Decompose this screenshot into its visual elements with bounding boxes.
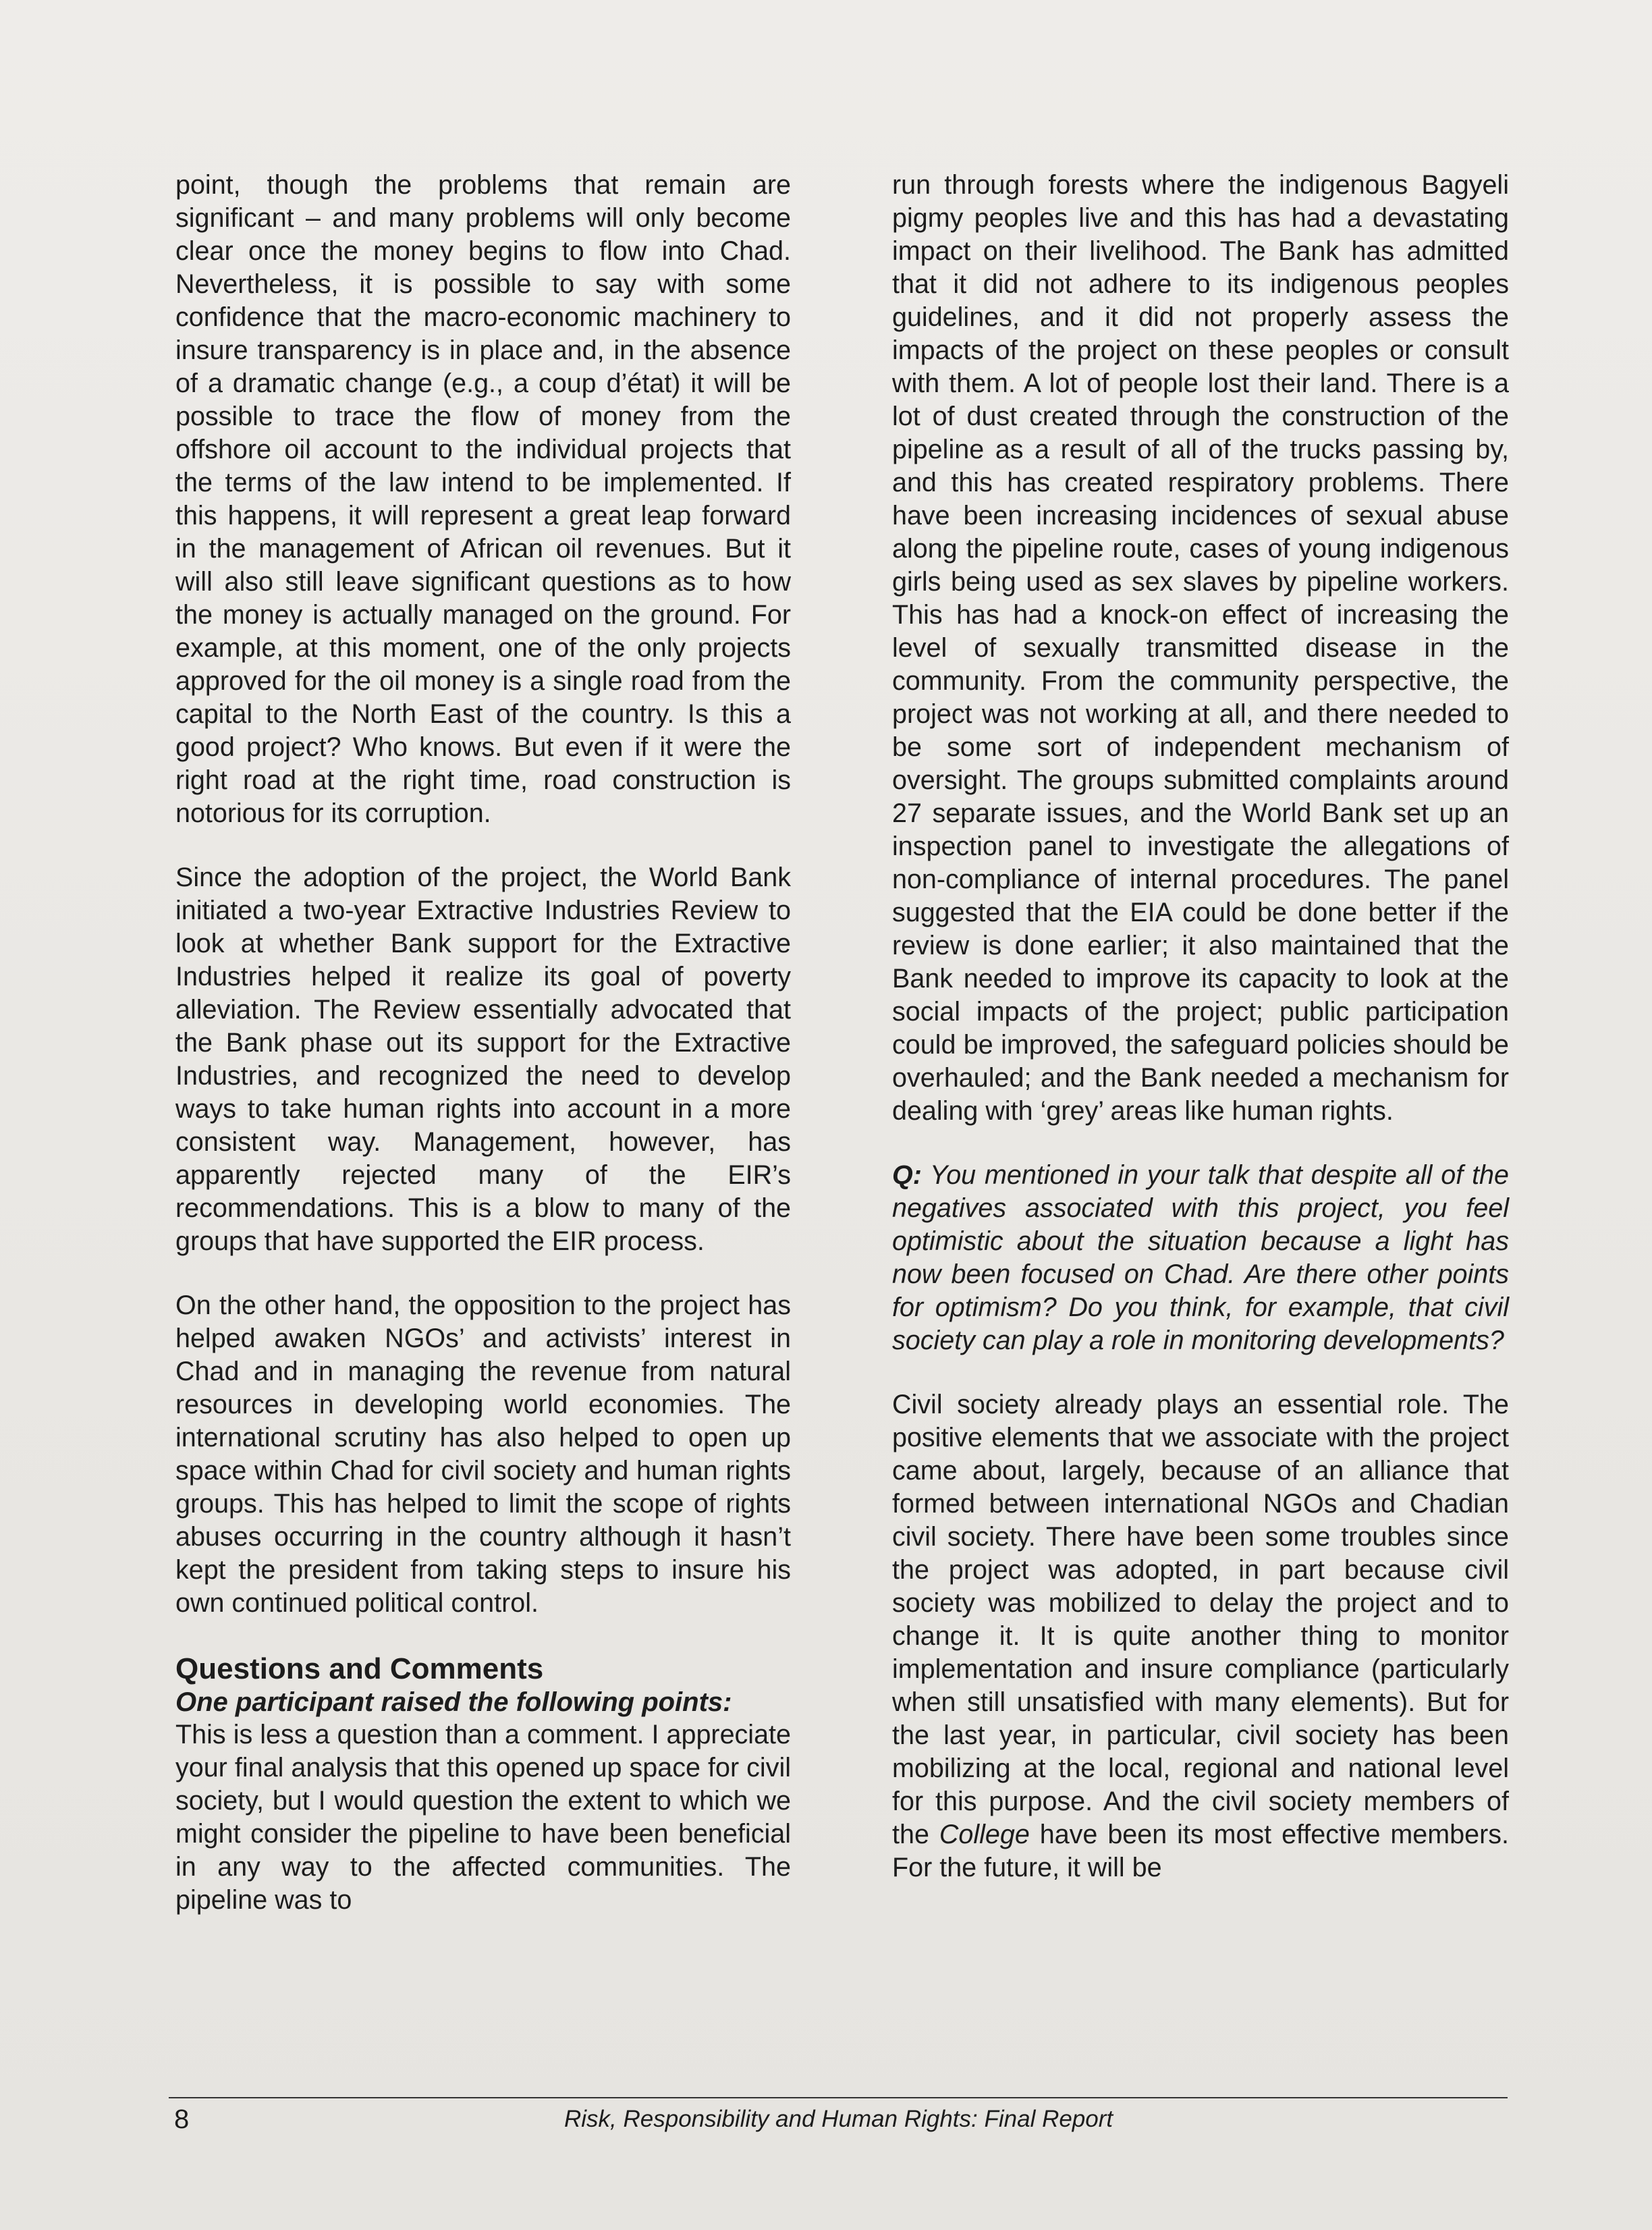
question-paragraph — [892, 1159, 1509, 1357]
paragraph: On the other hand, the opposition to the project has helped awaken NGOs’ and activists’ interest in Chad and in managing the revenue from natural resources in developing world economies. The international scrutiny has also helped to open up space within Chad for civil society and human rights groups. This has helped to limit the scope of rights abuses occurring in the country although it hasn’t kept the president from taking steps to insure his own continued political control. — [175, 1290, 791, 1618]
page-number: 8 — [174, 2104, 190, 2134]
section-heading: Questions and Comments — [175, 1652, 544, 1685]
paragraph: run through forests where the indigenous Bagyeli pigmy peoples live and this has had a devastating impact on their livelihood. The Bank has admitted that it did not adhere to its indigenous peoples guidelines, and it did not properly assess the impacts of the project on these peoples or consult with them. A lot of people lost their land. There is a lot of dust created through the construction of the pipeline as a result of all of the trucks passing by, and this has created respiratory problems. There have been increasing incidences of sexual abuse along the pipeline route, cases of young indigenous girls being used as sex slaves by pipeline workers. This has had a knock-on effect of increasing the level of sexually transmitted disease in the community. From the community perspective, the project was not working at all, and there needed to be some sort of independent mechanism of oversight. The groups submitted complaints around 27 separate issues, and the World Bank set up an inspection panel to investigate the allegations of non-compliance of internal procedures. The panel suggested that the EIA could be done better if the review is done earlier; it also maintained that the Bank needed to improve its capacity to look at the social impacts of the project; public participation could be improved, the safeguard policies should be overhauled; and the Bank needed a mechanism for dealing with ‘grey’ areas like human rights. — [892, 170, 1509, 1126]
section-subheading: One participant raised the following points: — [175, 1687, 732, 1717]
answer-text: Civil society already plays an essential role. The positive elements that we associate with the project came about, largely, because of an alliance that formed between international NGOs and Chadian civil society. There have been some troubles since the project was adopted, in part because civil society was mobilized to delay the project and to change it. It is quite another thing to monitor implementation and insure compliance (particularly when still unsatisfied with many elements). But for the last year, in particular, civil society has been mobilizing at the local, regional and national level for this purpose. And the civil society members of the — [892, 1390, 1509, 1849]
paragraph: This is less a question than a comment. I appreciate your final analysis that this opened up space for civil society, but I would question the extent to which we might consider the pipeline to have been beneficial in any way to the affected communities. The pipeline was to — [175, 1720, 791, 1915]
paragraph: Since the adoption of the project, the World Bank initiated a two-year Extractive Industries Review to look at whether Bank support for the Extractive Industries helped it realize its goal of poverty alleviation. The Review essentially advocated that the Bank phase out its support for the Extractive Industries, and recognized the need to develop ways to take human rights into account in a more consistent way. Management, however, has apparently rejected many of the EIR’s recommendations. This is a blow to many of the groups that have supported the EIR process. — [175, 863, 791, 1256]
paragraph: point, though the problems that remain are significant – and many problems will only become clear once the money begins to flow into Chad. Nevertheless, it is possible to say with some confidence that the macro-economic machinery to insure transparency is in place and, in the absence of a dramatic change (e.g., a coup d’état) it will be possible to trace the flow of money from the offshore oil account to the individual projects that the terms of the law intend to be implemented. If this happens, it will represent a great leap forward in the management of African oil revenues. But it will also still leave significant questions as to how the money is actually managed on the ground. For example, at this moment, one of the only projects approved for the oil money is a single road from the capital to the North East of the country. Is this a good project? Who knows. But even if it were the right road at the right time, road construction is notorious for its corruption. — [175, 170, 791, 828]
right-column — [892, 169, 1509, 1884]
question-label: Q: — [892, 1160, 922, 1190]
left-column — [175, 169, 791, 1917]
footer-divider — [169, 2097, 1508, 2098]
question-text: You mentioned in your talk that despite all of the negatives associated with this project, you feel optimistic about the situation because a light has now been focused on Chad. Are there other points for optimism? Do you think, for example, that civil society can play a role in monitoring developments? — [892, 1160, 1509, 1355]
footer-title: Risk, Responsibility and Human Rights: Final Report — [564, 2106, 1113, 2132]
answer-paragraph — [892, 1388, 1509, 1884]
answer-italic: College — [939, 1820, 1030, 1849]
answer-text-end: have been its most effective members. For the future, it will be — [892, 1820, 1509, 1882]
